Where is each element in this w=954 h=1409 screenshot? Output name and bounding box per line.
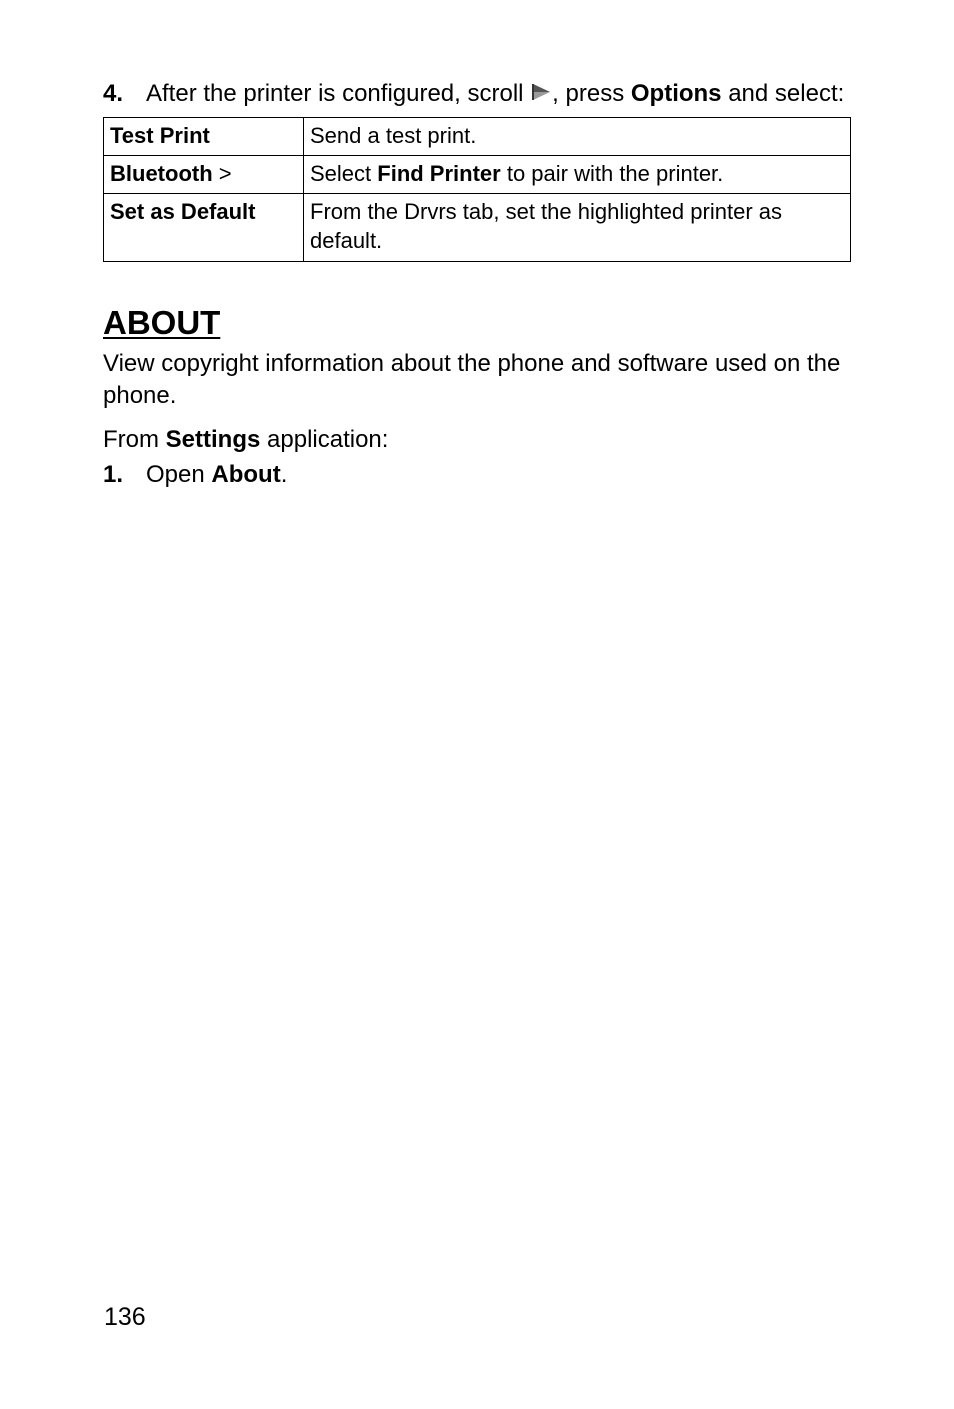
step-text: Open About. — [146, 461, 288, 488]
section-heading: ABOUT — [103, 304, 221, 341]
table-row — [104, 118, 851, 156]
option-name: Set as Default — [104, 194, 304, 262]
options-table — [103, 117, 851, 262]
table-row — [104, 194, 851, 262]
option-description: Select Find Printer to pair with the printer. — [304, 156, 851, 194]
step-text: After the printer is configured, scroll , press Options and select: — [146, 80, 845, 107]
about-intro: View copyright information about the phone and software used on the phone. — [103, 350, 841, 409]
option-description: Send a test print. — [304, 118, 851, 156]
options-label: Options — [630, 80, 722, 107]
from-settings-text: From Settings application: — [103, 426, 389, 453]
table-row — [104, 156, 851, 194]
step-number: 1. — [103, 461, 124, 488]
step-number: 4. — [103, 80, 124, 107]
manual-page — [103, 78, 851, 491]
option-name: Test Print — [104, 118, 304, 156]
step-1 — [103, 459, 851, 491]
option-name: Bluetooth > — [104, 156, 304, 194]
step-4 — [103, 78, 851, 110]
right-arrow-icon — [530, 82, 552, 102]
page-number: 136 — [104, 1303, 146, 1331]
option-description: From the Drvrs tab, set the highlighted printer as default. — [304, 194, 851, 262]
